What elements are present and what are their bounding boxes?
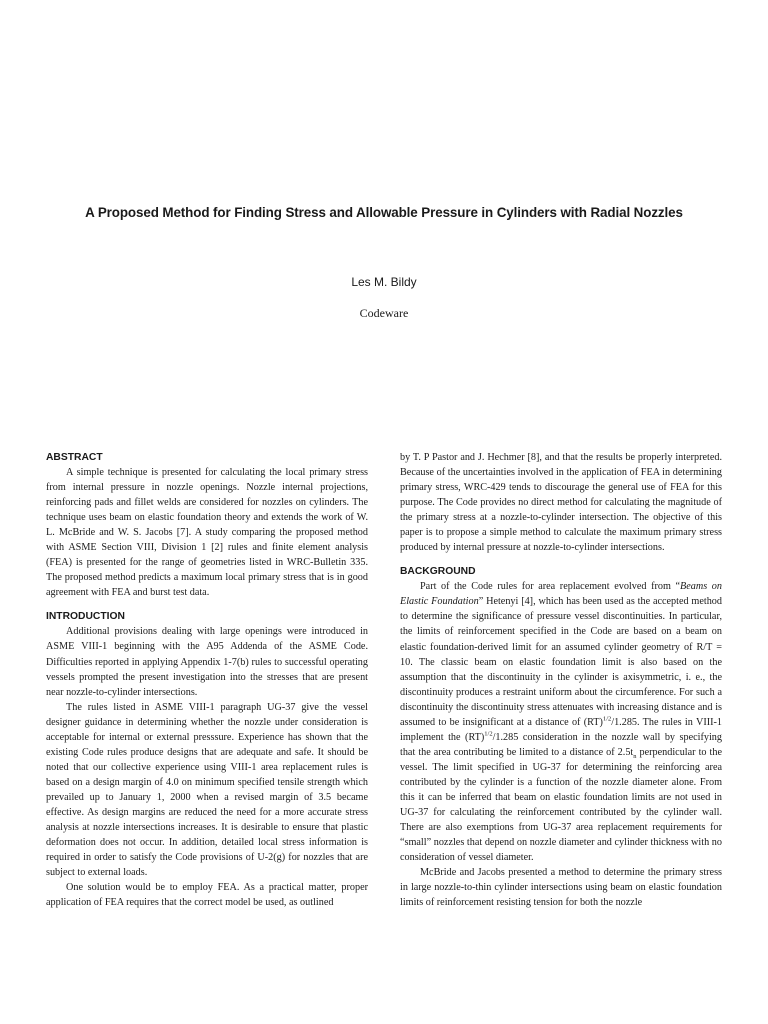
abstract-paragraph: A simple technique is presented for calculating the local primary stress from internal pressure in nozzle openings. Nozzle internal projections, reinforcing pads and fillet welds are considered for nozzles on cylinders. The technique uses beam on elastic foundation theory and extends the work of W. L. McBride and W. S. Jacobs [7]. A study comparing the proposed method with ASME Section VIII, Division 1 [2] rules and finite element analysis (FEA) is presented for the range of geometries listed in WRC-Bulletin 335. The proposed method predicts a maximum local primary stress that is in good agreement with FEA and burst test data. (46, 467, 368, 599)
right-column (400, 450, 722, 910)
introduction-heading: INTRODUCTION (46, 611, 125, 623)
author-name: Les M. Bildy (351, 275, 417, 289)
abstract-heading: ABSTRACT (46, 452, 103, 463)
left-column (46, 450, 368, 910)
introduction-paragraph-1: Additional provisions dealing with large openings were introduced in ASME VIII-1 beginning with the A95 Addenda of the ASME Code. Difficulties reported in applying Appendix 1-7(b) rules to successful operating vessels prompted the present investigation into the stresses that are present near nozzle-to-cylinder intersections. (46, 626, 368, 698)
author-affiliation: Codeware (359, 306, 409, 320)
introduction-paragraph-3-continued: by T. P Pastor and J. Hechmer [8], and that the results be properly interpreted. Because of the uncertainties involved in the application of FEA in determining primary stress, WRC-429 tends to discourage the general use of FEA for this purpose. The Code provides no direct method for calculating the magnitude of the primary stress at a nozzle-to-cylinder intersection. The objective of this paper is to propose a simple method to calculate the maximum primary stress produced by internal pressure at nozzle-to-cylinder intersections. (400, 452, 722, 554)
paper-title: A Proposed Method for Finding Stress and Allowable Pressure in Cylinders with Radial Nozzles (85, 205, 683, 220)
introduction-paragraph-2: The rules listed in ASME VIII-1 paragraph UG-37 give the vessel designer guidance in determining whether the nozzle under consideration is acceptable for internal or external presssure. Experience has shown that the existing Code rules produce designs that are adequate and safe. It should be noted that our collective experience using VIII-1 area replacement rules is based on a design margin of 4.0 on minimum specified tensile strength which prevailed up to January 1, 2000 when a revised margin of 3.5 became effective. As design margins are reduced the need for a more accurate stress analysis at nozzle intersections increases. It is desirable to ensure that plastic deformation does not occur. In addition, detailed local stress information is required in order to satisfy the Code provisions of U-2(g) for nozzles that are subject to external loads. (46, 701, 368, 879)
background-paragraph-1: Part of the Code rules for area replacement evolved from “Beams on Elastic Foundation” Hetenyi [4], which has been used as the accepted method to determine the significance of pressure vessel discontinuities. In particular, the limits of reinforcement specified in the Code are based on a beam on elastic foundation-derived limit for an assumed cylinder geometry of R/T = 10. The classic beam on elastic foundation limit is also based on the assumption that the discontinuity in the cylinder is axisymmetric, i. e., the discontinuity produces a restraint uniform about the circumference. For such a discontinuity the discontinuity stress attenuates with increasing distance and is assumed to be insignificant at a distance of (RT)$^{1/2}$/1.285. The rules in VIII-1 implement the (RT)$^{1/2}$/1.285 consideration in the nozzle wall by specifying that the area contributing be limited to a distance of $2.5t_n$ perpendicular to the vessel. The limit specified in UG-37 for determining the reinforcing area contributed by the cylinder is a function of the nozzle diameter alone. From this it can be inferred that beam on elastic foundation limits are not used in UG-37 for calculating the reinforcement contributed by the cylinder wall. There are also exemptions from UG-37 area replacement requirements for “small” nozzles that depend on nozzle diameter and cylinder thickness with no consideration of vessel diameter. (400, 581, 722, 864)
introduction-paragraph-3: One solution would be to employ FEA. As a practical matter, proper application of FEA requires that the correct model be used, as outlined (46, 882, 368, 909)
background-paragraph-2: McBride and Jacobs presented a method to determine the primary stress in large nozzle-to-thin cylinder intersections using beam on elastic foundation limits of reinforcement resisting tension for both the nozzle (400, 867, 722, 909)
background-heading: BACKGROUND (400, 566, 476, 578)
